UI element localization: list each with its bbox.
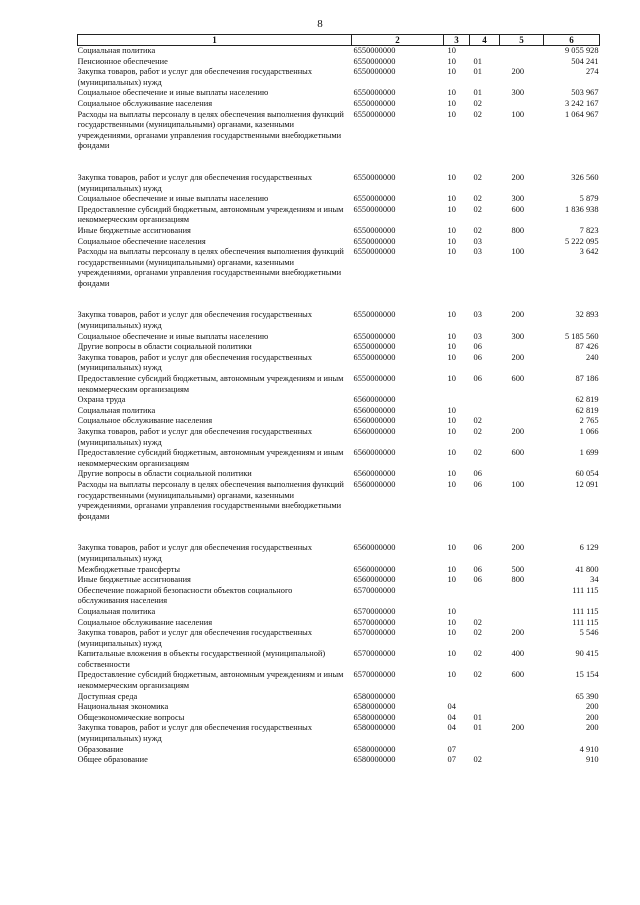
row-amount: 87 186 xyxy=(575,374,599,384)
row-amount: 1 064 967 xyxy=(565,109,599,119)
row-subsection: 02 xyxy=(473,628,482,638)
row-subsection: 02 xyxy=(473,617,482,627)
table-row xyxy=(78,745,600,756)
column-header: 5 xyxy=(500,35,544,46)
budget-table xyxy=(77,34,600,766)
row-subsection: 02 xyxy=(473,649,482,659)
row-subsection: 03 xyxy=(473,331,482,341)
row-expense-type xyxy=(500,702,544,713)
row-code: 6550000000 xyxy=(353,67,396,77)
row-section: 10 xyxy=(447,342,456,352)
table-row xyxy=(78,713,600,724)
row-amount: 111 115 xyxy=(572,617,599,627)
row-section: 10 xyxy=(447,628,456,638)
row-code: 6560000000 xyxy=(353,405,396,415)
table-row xyxy=(78,416,600,427)
row-section: 07 xyxy=(447,755,456,765)
row-spacer xyxy=(78,289,600,310)
row-code: 6570000000 xyxy=(353,649,396,659)
row-expense-type: 100 xyxy=(511,109,525,119)
row-code: 6560000000 xyxy=(353,564,396,574)
row-name: Социальное обслуживание населения xyxy=(77,98,213,108)
row-expense-type xyxy=(500,618,544,629)
row-section: 10 xyxy=(447,543,456,553)
row-name: Предоставление субсидий бюджетным, автономным учреждениям и иным некоммерческим организациям xyxy=(77,448,344,468)
row-name: Образование xyxy=(77,744,124,754)
row-name: Обеспечение пожарной безопасности объектов социального обслуживания населения xyxy=(77,585,293,606)
row-amount: 5 879 xyxy=(579,194,599,204)
row-amount: 12 091 xyxy=(575,479,599,489)
row-expense-type xyxy=(500,395,544,406)
row-expense-type xyxy=(500,586,544,607)
row-name: Социальная политика xyxy=(77,46,156,55)
table-row xyxy=(78,575,600,586)
row-amount: 62 819 xyxy=(575,405,599,415)
table-row xyxy=(78,649,600,670)
row-name: Закупка товаров, работ и услуг для обеспечения государственных (муниципальных) нужд xyxy=(77,427,313,447)
row-expense-type xyxy=(500,745,544,756)
table-row xyxy=(78,618,600,629)
row-code: 6550000000 xyxy=(353,247,396,257)
row-code: 6550000000 xyxy=(353,194,396,204)
row-subsection: 02 xyxy=(473,194,482,204)
row-amount: 200 xyxy=(585,712,599,722)
row-section: 10 xyxy=(447,606,456,616)
row-section: 10 xyxy=(447,67,456,77)
row-expense-type: 200 xyxy=(511,310,525,320)
row-amount: 111 115 xyxy=(572,585,599,595)
row-section: 10 xyxy=(447,427,456,436)
row-section: 10 xyxy=(447,98,456,108)
row-name: Социальное обслуживание населения xyxy=(77,416,213,426)
row-section: 04 xyxy=(447,702,456,712)
row-subsection: 06 xyxy=(473,543,482,553)
row-subsection: 01 xyxy=(473,712,482,722)
table-row xyxy=(78,755,600,766)
row-section: 10 xyxy=(447,109,456,119)
table-row xyxy=(78,670,600,691)
row-subsection: 02 xyxy=(473,172,482,182)
table-header xyxy=(78,35,600,46)
row-code: 6580000000 xyxy=(353,712,396,722)
row-amount: 503 967 xyxy=(571,88,599,98)
table-row xyxy=(78,110,600,152)
column-header: 1 xyxy=(78,35,352,46)
row-section: 10 xyxy=(447,479,456,489)
row-name: Закупка товаров, работ и услуг для обеспечения государственных (муниципальных) нужд xyxy=(77,723,313,744)
row-subsection: 06 xyxy=(473,469,482,479)
row-code: 6550000000 xyxy=(353,374,396,384)
row-section: 10 xyxy=(447,405,456,415)
row-name: Общее образование xyxy=(77,755,148,765)
row-spacer xyxy=(78,152,600,173)
row-amount: 240 xyxy=(585,352,599,362)
row-name: Межбюджетные трансферты xyxy=(77,564,181,574)
row-expense-type: 400 xyxy=(511,649,525,659)
table-row xyxy=(78,586,600,607)
row-expense-type: 200 xyxy=(511,352,525,362)
row-amount: 5 222 095 xyxy=(565,236,599,246)
row-section: 10 xyxy=(447,204,456,214)
row-expense-type: 800 xyxy=(511,225,525,235)
table-row xyxy=(78,332,600,343)
spacer-cell xyxy=(78,289,600,310)
row-expense-type xyxy=(500,692,544,703)
row-code: 6550000000 xyxy=(353,352,396,362)
table-row xyxy=(78,406,600,417)
row-amount: 6 129 xyxy=(579,543,599,553)
spacer-cell xyxy=(78,522,600,543)
row-section xyxy=(444,586,470,607)
row-amount: 1 699 xyxy=(579,448,599,458)
row-expense-type: 600 xyxy=(511,670,525,680)
row-section: 10 xyxy=(447,649,456,659)
table-row xyxy=(78,395,600,406)
row-expense-type xyxy=(500,57,544,68)
row-code: 6550000000 xyxy=(353,56,396,66)
row-section: 04 xyxy=(447,723,456,733)
row-code: 6570000000 xyxy=(353,606,396,616)
table-row xyxy=(78,57,600,68)
table-row xyxy=(78,723,600,744)
row-amount: 7 823 xyxy=(579,225,599,235)
row-code: 6560000000 xyxy=(353,469,396,479)
row-amount: 504 241 xyxy=(571,56,599,66)
row-name: Закупка товаров, работ и услуг для обеспечения государственных (муниципальных) нужд xyxy=(77,310,313,331)
row-subsection: 02 xyxy=(473,448,482,458)
row-subsection: 06 xyxy=(473,342,482,352)
row-name: Капитальные вложения в объекты государственной (муниципальной) собственности xyxy=(77,649,326,669)
row-name: Доступная среда xyxy=(77,691,138,701)
row-code: 6550000000 xyxy=(353,342,396,352)
row-subsection: 02 xyxy=(473,755,482,765)
row-subsection: 02 xyxy=(473,98,482,108)
row-section: 10 xyxy=(447,448,456,458)
row-code: 6550000000 xyxy=(353,310,396,320)
table-row xyxy=(78,702,600,713)
row-amount: 2 765 xyxy=(579,416,599,426)
row-code: 6550000000 xyxy=(353,225,396,235)
spacer-cell xyxy=(78,152,600,173)
row-expense-type: 200 xyxy=(511,172,525,182)
row-code: 6550000000 xyxy=(353,98,396,108)
row-subsection xyxy=(470,745,500,756)
row-code: 6550000000 xyxy=(353,331,396,341)
row-expense-type xyxy=(500,99,544,110)
row-section xyxy=(444,395,470,406)
row-amount: 910 xyxy=(585,755,599,765)
row-section: 04 xyxy=(447,712,456,722)
row-subsection: 03 xyxy=(473,247,482,257)
row-subsection: 02 xyxy=(473,204,482,214)
row-code: 6550000000 xyxy=(353,109,396,119)
table-row xyxy=(78,237,600,248)
row-expense-type: 100 xyxy=(511,479,525,489)
row-name: Социальная политика xyxy=(77,405,156,415)
row-expense-type: 200 xyxy=(511,628,525,638)
row-subsection xyxy=(470,395,500,406)
table-row xyxy=(78,565,600,576)
row-section: 10 xyxy=(447,416,456,426)
row-amount: 34 xyxy=(590,575,599,585)
row-expense-type: 600 xyxy=(511,374,525,384)
row-name: Иные бюджетные ассигнования xyxy=(77,225,191,235)
row-expense-type: 500 xyxy=(511,564,525,574)
row-subsection: 01 xyxy=(473,56,482,66)
row-section: 10 xyxy=(447,46,456,55)
row-subsection: 03 xyxy=(473,310,482,320)
row-expense-type xyxy=(500,416,544,427)
row-expense-type xyxy=(500,342,544,353)
table-row xyxy=(78,46,600,57)
row-section: 10 xyxy=(447,88,456,98)
row-expense-type: 600 xyxy=(511,448,525,458)
row-section: 10 xyxy=(447,194,456,204)
row-section: 10 xyxy=(447,575,456,585)
table-row xyxy=(78,448,600,469)
row-name: Закупка товаров, работ и услуг для обеспечения государственных (муниципальных) нужд xyxy=(77,172,313,193)
row-code: 6550000000 xyxy=(353,236,396,246)
row-code: 6550000000 xyxy=(353,204,396,214)
row-name: Социальное обеспечение и иные выплаты населению xyxy=(77,88,269,98)
row-expense-type xyxy=(500,406,544,417)
row-section: 10 xyxy=(447,670,456,680)
row-section: 10 xyxy=(447,310,456,320)
table-row xyxy=(78,310,600,331)
row-subsection: 06 xyxy=(473,479,482,489)
row-name: Иные бюджетные ассигнования xyxy=(77,575,191,585)
row-expense-type xyxy=(500,607,544,618)
row-expense-type: 200 xyxy=(511,427,525,436)
row-expense-type xyxy=(500,237,544,248)
row-section: 10 xyxy=(447,247,456,257)
table-row xyxy=(78,543,600,564)
row-code: 6560000000 xyxy=(353,395,396,405)
row-code: 6560000000 xyxy=(353,479,396,489)
row-subsection: 06 xyxy=(473,564,482,574)
row-amount: 65 390 xyxy=(575,691,599,701)
column-header: 2 xyxy=(352,35,444,46)
table-row xyxy=(78,226,600,237)
table-row xyxy=(78,194,600,205)
row-code: 6560000000 xyxy=(353,575,396,585)
row-amount: 41 800 xyxy=(575,564,599,574)
table-row xyxy=(78,469,600,480)
row-amount: 1 836 938 xyxy=(565,204,599,214)
row-code: 6570000000 xyxy=(353,670,396,680)
row-subsection xyxy=(470,406,500,417)
row-code: 6580000000 xyxy=(353,702,396,712)
row-amount: 200 xyxy=(585,723,599,733)
row-name: Закупка товаров, работ и услуг для обеспечения государственных (муниципальных) нужд xyxy=(77,352,313,373)
row-subsection: 06 xyxy=(473,374,482,384)
row-section xyxy=(444,692,470,703)
row-code: 6550000000 xyxy=(353,172,396,182)
row-section: 10 xyxy=(447,56,456,66)
row-expense-type: 300 xyxy=(511,88,525,98)
row-section: 10 xyxy=(447,469,456,479)
table-row xyxy=(78,607,600,618)
row-subsection: 06 xyxy=(473,352,482,362)
row-subsection xyxy=(470,607,500,618)
row-amount: 60 054 xyxy=(575,469,599,479)
row-expense-type xyxy=(500,469,544,480)
row-subsection: 01 xyxy=(473,88,482,98)
row-section: 10 xyxy=(447,225,456,235)
row-name: Общеэкономические вопросы xyxy=(77,712,185,722)
row-subsection xyxy=(470,586,500,607)
row-name: Социальное обеспечение населения xyxy=(77,236,206,246)
row-name: Закупка товаров, работ и услуг для обеспечения государственных (муниципальных) нужд xyxy=(77,628,313,648)
table-row xyxy=(78,427,600,448)
row-amount: 4 910 xyxy=(579,744,599,754)
table-row xyxy=(78,67,600,88)
column-header: 6 xyxy=(544,35,600,46)
row-subsection xyxy=(470,692,500,703)
row-subsection xyxy=(470,46,500,57)
table-body xyxy=(78,46,600,766)
row-expense-type: 800 xyxy=(511,575,525,585)
row-code: 6560000000 xyxy=(353,427,396,436)
row-name: Расходы на выплаты персоналу в целях обеспечения выполнения функций государственными (муниципальными) органами, казенными учреждениями, органами управления государственными внебюджетными фондами xyxy=(77,479,344,521)
row-subsection xyxy=(470,702,500,713)
row-amount: 111 115 xyxy=(572,606,599,616)
row-section: 10 xyxy=(447,331,456,341)
row-name: Социальное обслуживание населения xyxy=(77,617,213,627)
row-amount: 15 154 xyxy=(575,670,599,680)
row-code: 6550000000 xyxy=(353,46,396,55)
row-section: 10 xyxy=(447,172,456,182)
page-number: 8 xyxy=(317,18,323,30)
row-amount: 62 819 xyxy=(575,395,599,405)
row-expense-type xyxy=(500,46,544,57)
row-expense-type: 100 xyxy=(511,247,525,257)
table-row xyxy=(78,480,600,522)
row-name: Охрана труда xyxy=(77,395,126,405)
row-subsection: 02 xyxy=(473,109,482,119)
table-row xyxy=(78,692,600,703)
table-row xyxy=(78,628,600,649)
row-amount: 1 066 xyxy=(579,427,599,436)
row-name: Социальная политика xyxy=(77,606,156,616)
row-expense-type xyxy=(500,713,544,724)
row-expense-type xyxy=(500,755,544,766)
table-row xyxy=(78,99,600,110)
row-amount: 87 426 xyxy=(575,342,599,352)
row-name: Социальное обеспечение и иные выплаты населению xyxy=(77,194,269,204)
row-code: 6560000000 xyxy=(353,448,396,458)
row-subsection: 02 xyxy=(473,416,482,426)
table-row xyxy=(78,342,600,353)
row-expense-type: 200 xyxy=(511,723,525,733)
row-section: 10 xyxy=(447,236,456,246)
row-name: Закупка товаров, работ и услуг для обеспечения государственных (муниципальных) нужд xyxy=(77,543,313,563)
row-code: 6550000000 xyxy=(353,88,396,98)
row-code: 6580000000 xyxy=(353,755,396,765)
row-name: Предоставление субсидий бюджетным, автономным учреждениям и иным некоммерческим организациям xyxy=(77,204,344,225)
row-name: Расходы на выплаты персоналу в целях обеспечения выполнения функций государственными (муниципальными) органами, казенными учреждениями, органами управления государственными внебюджетными фондами xyxy=(77,109,344,151)
row-amount: 9 055 928 xyxy=(565,46,599,55)
row-subsection: 02 xyxy=(473,670,482,680)
row-spacer xyxy=(78,522,600,543)
row-code: 6570000000 xyxy=(353,628,396,638)
row-expense-type: 300 xyxy=(511,331,525,341)
row-expense-type: 200 xyxy=(511,67,525,77)
row-subsection: 02 xyxy=(473,427,482,436)
row-code: 6580000000 xyxy=(353,691,396,701)
column-header: 3 xyxy=(444,35,470,46)
table-row xyxy=(78,247,600,289)
row-name: Расходы на выплаты персоналу в целях обеспечения выполнения функций государственными (муниципальными) органами, казенными учреждениями, органами управления государственными внебюджетными фондами xyxy=(77,247,344,288)
row-expense-type: 300 xyxy=(511,194,525,204)
column-header: 4 xyxy=(470,35,500,46)
row-subsection: 03 xyxy=(473,236,482,246)
row-code: 6560000000 xyxy=(353,543,396,553)
row-name: Другие вопросы в области социальной политики xyxy=(77,469,252,479)
row-name: Национальная экономика xyxy=(77,702,169,712)
row-code: 6580000000 xyxy=(353,723,396,733)
table-row xyxy=(78,173,600,194)
row-code: 6570000000 xyxy=(353,617,396,627)
row-name: Другие вопросы в области социальной политики xyxy=(77,342,252,352)
row-section: 10 xyxy=(447,374,456,384)
row-code: 6570000000 xyxy=(353,585,396,595)
row-amount: 90 415 xyxy=(575,649,599,659)
row-amount: 274 xyxy=(585,67,599,77)
table-row xyxy=(78,205,600,226)
row-name: Предоставление субсидий бюджетным, автономным учреждениям и иным некоммерческим организациям xyxy=(77,670,344,691)
row-code: 6560000000 xyxy=(353,416,396,426)
row-section: 10 xyxy=(447,564,456,574)
row-expense-type: 200 xyxy=(511,543,525,553)
row-amount: 326 560 xyxy=(571,172,599,182)
row-amount: 3 642 xyxy=(579,247,599,257)
row-amount: 5 185 560 xyxy=(565,331,599,341)
row-amount: 3 242 167 xyxy=(565,98,599,108)
row-section: 07 xyxy=(447,744,456,754)
row-name: Пенсионное обеспечение xyxy=(77,56,168,66)
row-subsection: 01 xyxy=(473,723,482,733)
row-section: 10 xyxy=(447,617,456,627)
row-amount: 32 893 xyxy=(575,310,599,320)
table-row xyxy=(78,374,600,395)
row-subsection: 02 xyxy=(473,225,482,235)
row-name: Закупка товаров, работ и услуг для обеспечения государственных (муниципальных) нужд xyxy=(77,67,313,87)
row-subsection: 06 xyxy=(473,575,482,585)
row-section: 10 xyxy=(447,352,456,362)
row-code: 6580000000 xyxy=(353,744,396,754)
table-row xyxy=(78,353,600,374)
row-name: Социальное обеспечение и иные выплаты населению xyxy=(77,331,269,341)
row-name: Предоставление субсидий бюджетным, автономным учреждениям и иным некоммерческим организациям xyxy=(77,374,344,394)
row-amount: 200 xyxy=(585,702,599,712)
row-amount: 5 546 xyxy=(579,628,599,638)
row-expense-type: 600 xyxy=(511,204,525,214)
table-row xyxy=(78,88,600,99)
row-subsection: 01 xyxy=(473,67,482,77)
